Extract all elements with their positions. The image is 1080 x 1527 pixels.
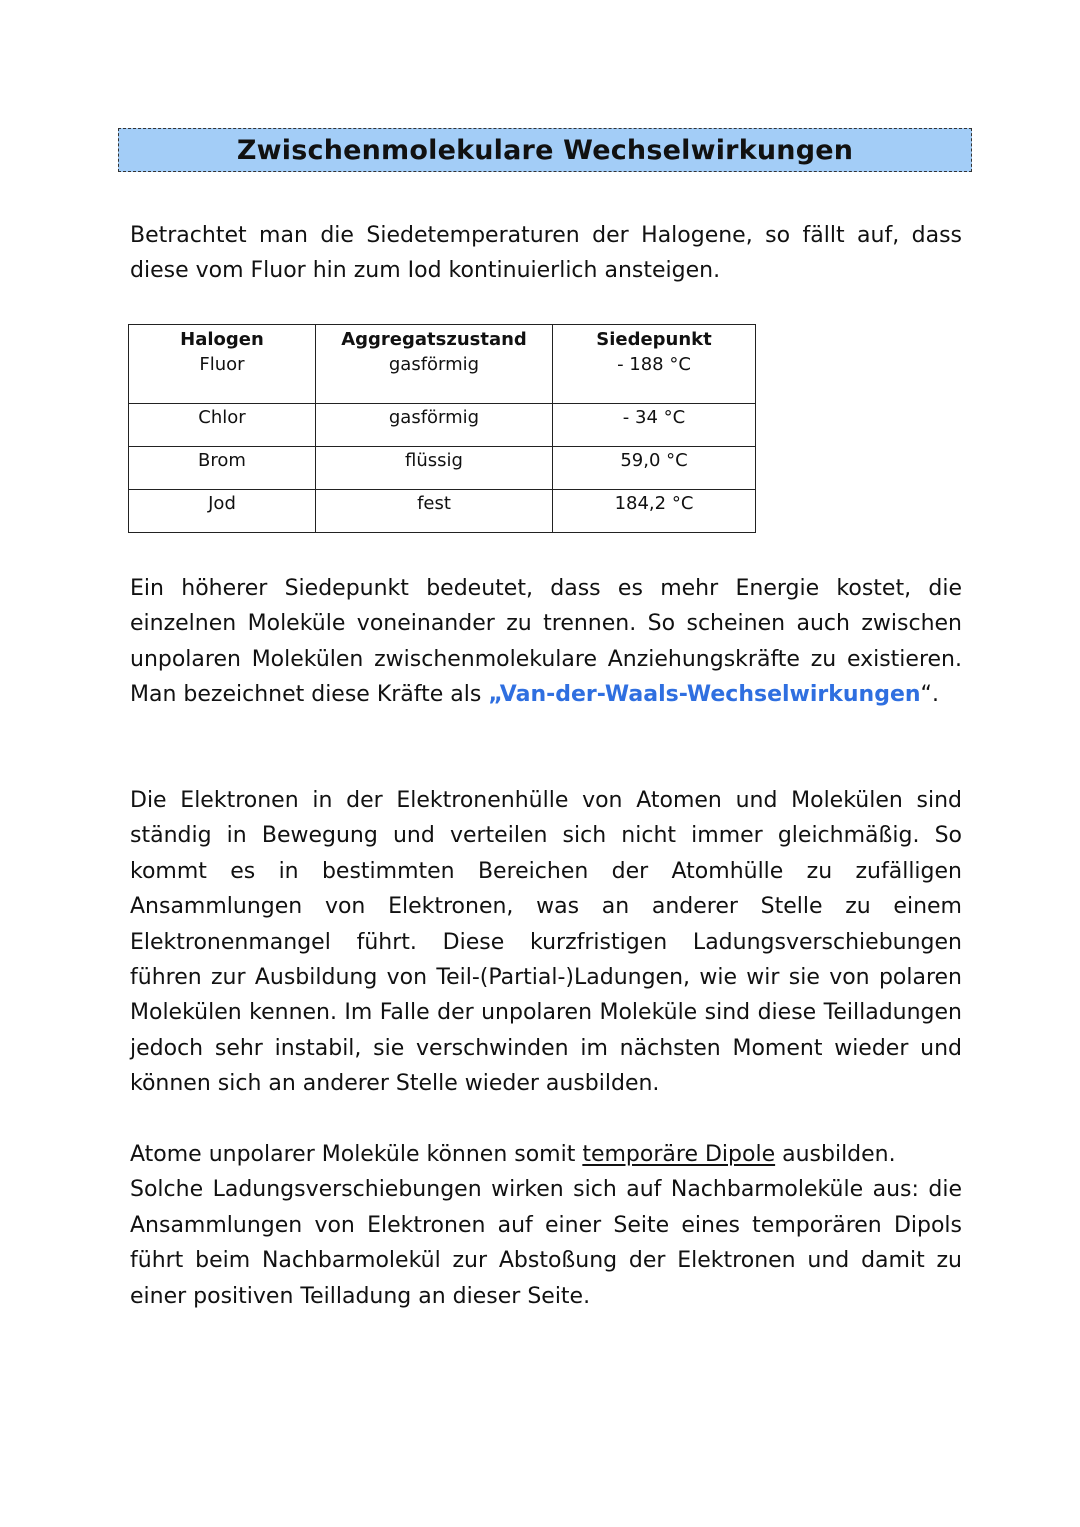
cell-state: gasförmig: [316, 404, 553, 447]
cell-boiling: 184,2 °C: [553, 490, 756, 533]
cell-boiling: - 34 °C: [553, 404, 756, 447]
paragraph-text: Solche Ladungsverschiebungen wirken sich auf Nachbarmoleküle aus: die Ansammlungen von Elektronen auf einer Seite eines temporären Dipols führt beim Nachbarmolekül zur Abstoßung der Elektronen und damit zu einer positiven Teilladung an dieser Seite.: [130, 1177, 962, 1309]
paragraph-text: Atome unpolarer Moleküle können somit: [130, 1142, 583, 1167]
cell-state: gasförmig: [316, 355, 553, 404]
table-header-row: [129, 325, 756, 356]
cell-boiling: - 188 °C: [553, 355, 756, 404]
open-quote: „: [488, 682, 500, 708]
cell-halogen: Jod: [129, 490, 316, 533]
elektronen-paragraph: Die Elektronen in der Elektronenhülle von Atomen und Molekülen sind ständig in Bewegung und verteilen sich nicht immer gleichmäßig. So kommt es in bestimmten Bereichen der Atomhülle zu zufälligen Ansammlungen von Elektronen, was an anderer Stelle zu einem Elektronenmangel führt. Diese kurzfristigen Ladungsverschiebungen führen zur Ausbildung von Teil-(Partial-)Ladungen, wie wir sie von polaren Molekülen kennen. Im Falle der unpolaren Moleküle sind diese Teilladungen jedoch sehr instabil, sie verschwinden im nächsten Moment wieder und können sich an anderer Stelle wieder ausbilden.: [130, 788, 962, 1097]
page-title: Zwischenmolekulare Wechselwirkungen: [236, 134, 854, 166]
underlined-term: temporäre Dipole: [582, 1142, 776, 1167]
halogen-table: [128, 324, 756, 533]
header-halogen: Halogen: [129, 325, 316, 356]
cell-halogen: Brom: [129, 447, 316, 490]
van-der-waals-term: Van-der-Waals-Wechselwirkungen: [499, 682, 921, 708]
table-row: [129, 404, 756, 447]
dipole-paragraph: [130, 1137, 962, 1314]
close-quote: “.: [920, 682, 939, 708]
cell-state: flüssig: [316, 447, 553, 490]
cell-boiling: 59,0 °C: [553, 447, 756, 490]
title-box: [118, 128, 972, 172]
table-row: [129, 447, 756, 490]
table-row: [129, 490, 756, 533]
cell-halogen: Fluor: [129, 355, 316, 404]
header-boiling: Siedepunkt: [553, 325, 756, 356]
cell-state: fest: [316, 490, 553, 533]
cell-halogen: Chlor: [129, 404, 316, 447]
header-state: Aggregatszustand: [316, 325, 553, 356]
paragraph-text: Ein höherer Siedepunkt bedeutet, dass es mehr Energie kostet, die einzelnen Moleküle voneinander zu trennen. So scheinen auch zwischen unpolaren Molekülen zwischenmolekulare Anziehungskräfte zu existieren. Man bezeichnet diese Kräfte als: [130, 576, 962, 708]
siedepunkt-paragraph: [130, 571, 962, 713]
table-row: [129, 355, 756, 404]
intro-paragraph: Betrachtet man die Siedetemperaturen der Halogene, so fällt auf, dass diese vom Fluor hin zum Iod kontinuierlich ansteigen.: [130, 223, 962, 284]
paragraph-text: ausbilden.: [775, 1142, 896, 1167]
